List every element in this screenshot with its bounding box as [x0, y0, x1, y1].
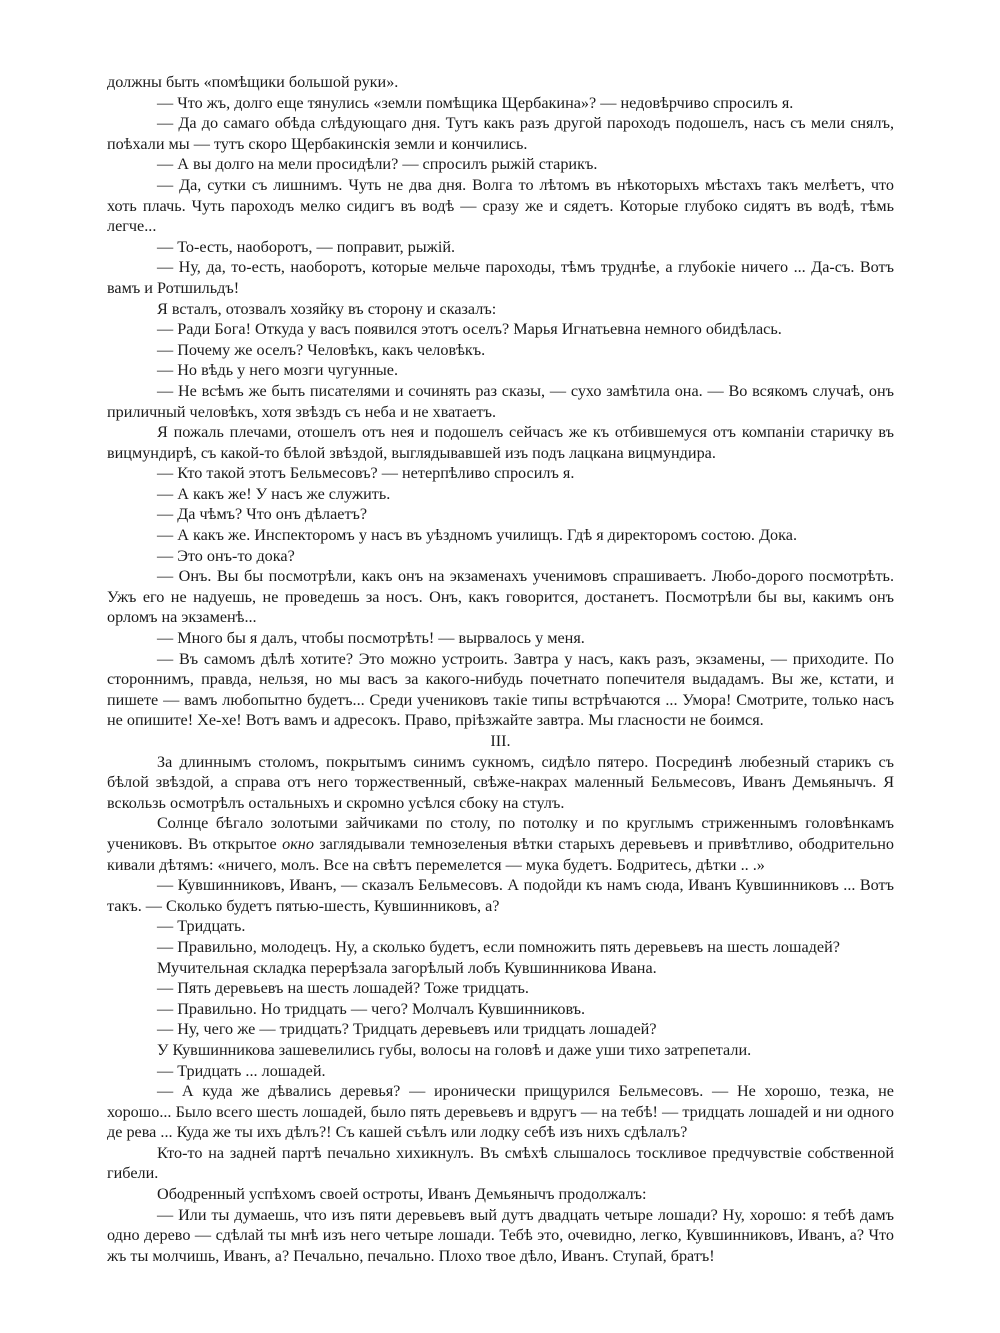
document-page	[107, 72, 894, 1266]
section-heading: III.	[490, 732, 511, 750]
paragraph: — Что жъ, долго еще тянулись «земли помѣщика Щербакина»? — недовѣрчиво спросилъ я.	[157, 93, 794, 112]
paragraph: — Въ самомъ дѣлѣ хотите? Это можно устроить. Завтра у насъ, какъ разъ, экзамены, — приходите. По стороннимъ, правда, нельзя, но мы васъ за какого-нибудь почетнато попечителя выдадамъ. Вы же, кстати, и пишете — вамъ любопытно будетъ... Среди учениковъ такіе типы встрѣчаются ... Умора! Смотрите, только насъ не опишите! Хе-хе! Вотъ вамъ и адресокъ. Право, пріѣзжайте завтра. Мы гласности не боимся.	[107, 649, 894, 730]
window-text-italic: окно	[282, 834, 314, 853]
paragraph: — Это онъ-то дока?	[157, 546, 295, 565]
paragraph: — Ну, чего же — тридцать? Тридцать деревьевъ или тридцать лошадей?	[157, 1020, 657, 1039]
window-text-after: заглядывали темнозеленыя вѣтки старыхъ деревьевъ и привѣтливо, ободрительно кивали дѣтямъ: «ничего, молъ. Все на свѣтъ перемелется — мука будетъ. Бодритесь, дѣтки .. .»	[107, 834, 894, 874]
paragraph: Я пожаль плечами, отошелъ отъ нея и подошелъ сейчасъ же къ отбившемуся отъ компаніи старичку въ вицмундирѣ, съ какой-то бѣлой звѣздой, выглядывавшей изъ подъ лацкана вицмундира.	[107, 423, 894, 462]
paragraph: — Пять деревьевъ на шесть лошадей? Тоже тридцать.	[157, 979, 529, 998]
paragraph-table-scene: За длиннымъ столомъ, покрытымъ синимъ сукномъ, сидѣло пятеро. Посрединѣ любезный старикъ съ бѣлой звѣздой, а справа отъ него торжественный, свѣже-накрах маленный Бельмесовъ, Иванъ Демьянычъ. Я вскользь осмотрѣлъ остальныхъ и скромно усѣлся сбоку на стулъ.	[107, 752, 894, 812]
paragraph: — А какъ же. Инспекторомъ у насъ въ уѣздномъ училищъ. Гдѣ я директоромъ состою. Дока.	[157, 526, 798, 545]
paragraph: — А куда же дѣвались деревья? — иронически прищурился Бельмесовъ. — Не хорошо, тезка, не хорошо... Было всего шесть лошадей, было пять деревьевъ и вдругъ — на тебѣ! — тридцать лошадей и ни одного де рева ... Куда же ты ихъ дѣлъ?! Съ кашей съѣлъ или лодку себѣ изъ нихъ сдѣлалъ?	[107, 1082, 894, 1142]
paragraph: — Правильно, молодецъ. Ну, а сколько будетъ, если помножить пять деревьевъ на шесть лошадей?	[157, 937, 840, 956]
paragraph: Мучительная складка перерѣзала загорѣлый лобъ Кувшинникова Ивана.	[157, 958, 657, 977]
paragraph: — Да до самаго обѣда слѣдующаго дня. Тутъ какъ разъ другой пароходъ подошелъ, насъ съ мели снялъ, поѣхали мы — тутъ скоро Щербакинскія земли и кончились.	[107, 114, 894, 153]
paragraph: — Да чѣмъ? Что онъ дѣлаетъ?	[157, 505, 368, 524]
paragraph: — А вы долго на мели просидѣли? — спросилъ рыжій старикъ.	[157, 155, 598, 174]
paragraph: — Много бы я далъ, чтобы посмотрѣть! — вырвалось у меня.	[157, 629, 585, 648]
window-text-before: Солнце бѣгало золотыми зайчиками по столу, по потолку и по круглымъ стриженнымъ головѣнкамъ учениковъ. Въ открытое	[107, 814, 894, 853]
paragraph: — Ну, да, то-есть, наоборотъ, которые мельче пароходы, тѣмъ труднѣе, а глубокіе ничего ... Да-съ. Вотъ вамъ и Ротшильдъ!	[107, 258, 894, 297]
paragraph: — Правильно. Но тридцать — чего? Молчалъ Кувшинниковъ.	[157, 999, 586, 1018]
paragraph: — Тридцать.	[157, 917, 246, 936]
text-block-part1	[107, 72, 894, 731]
paragraph: — Да, сутки съ лишнимъ. Чуть не два дня. Волга то лѣтомъ въ нѣкоторыхъ мѣстахъ такъ мелѣетъ, что хоть плачь. Чуть пароходъ мелко сидигъ въ водѣ — сразу же и сядетъ. Которые глубоко сидятъ въ водѣ, тѣмь легче...	[107, 175, 894, 236]
paragraph: — Или ты думаешь, что изъ пяти деревьевъ вый дутъ двадцать четыре лошади? Ну, хорошо: я тебѣ дамъ одно дерево — сдѣлай ты мнѣ изъ него четыре лошади. Тебѣ это, очевидно, легко, Кувшинниковъ, Иванъ, а? Что жъ ты молчишь, Иванъ, а? Печально, печально. Плохо твое дѣло, Иванъ. Ступай, братъ!	[107, 1205, 894, 1265]
text-block-part2	[107, 875, 894, 1266]
paragraph: — А какъ же! У насъ же служить.	[157, 484, 391, 503]
paragraph: Ободренный успѣхомъ своей остроты, Иванъ Демьянычъ продолжалъ:	[157, 1185, 647, 1204]
paragraph: — Ради Бога! Откуда у васъ появился этотъ оселъ? Марья Игнатьевна немного обидѣлась.	[157, 320, 782, 339]
paragraph: Я всталъ, отозвалъ хозяйку въ сторону и сказалъ:	[157, 299, 497, 318]
paragraph: — Но вѣдь у него мозги чугунные.	[157, 361, 399, 380]
paragraph: — То-есть, наоборотъ, — поправит, рыжій.	[157, 237, 456, 256]
paragraph-window-scene	[107, 813, 894, 875]
paragraph: — Тридцать ... лошадей.	[157, 1061, 326, 1080]
paragraph: — Не всѣмъ же быть писателями и сочинять раз сказы, — сухо замѣтила она. — Во всякомъ случаѣ, онъ приличный человѣкъ, хотя звѣздъ съ неба и не хватаетъ.	[107, 381, 894, 421]
paragraph: должны быть «помѣщики большой руки».	[107, 73, 399, 91]
paragraph: — Почему же оселъ? Человѣкъ, какъ человѣкъ.	[157, 340, 486, 359]
paragraph: — Кувшинниковъ, Иванъ, — сказалъ Бельмесовъ. А подойди къ намъ сюда, Иванъ Кувшинниковъ ... Вотъ такъ. — Сколько будетъ пятью-шесть, Кувшинниковъ, а?	[107, 876, 894, 915]
paragraph: — Кто такой этотъ Бельмесовъ? — нетерпѣливо спросилъ я.	[157, 464, 575, 483]
paragraph: У Кувшинникова зашевелились губы, волосы на головѣ и даже уши тихо затрепетали.	[157, 1040, 752, 1059]
paragraph: Кто-то на задней партѣ печально хихикнулъ. Въ смѣхѣ слышалось тоскливое предчувствіе собственной гибели.	[107, 1143, 894, 1183]
paragraph: — Онъ. Вы бы посмотрѣли, какъ онъ на экзаменахъ ученимовъ спрашиваетъ. Любо-дорого посмотрѣть. Ужъ его не надуешь, не проведешь за носъ. Онъ, какъ говорится, достанетъ. Посмотрѣли бы вы, какимъ онъ орломъ на экзаменѣ...	[107, 567, 894, 627]
